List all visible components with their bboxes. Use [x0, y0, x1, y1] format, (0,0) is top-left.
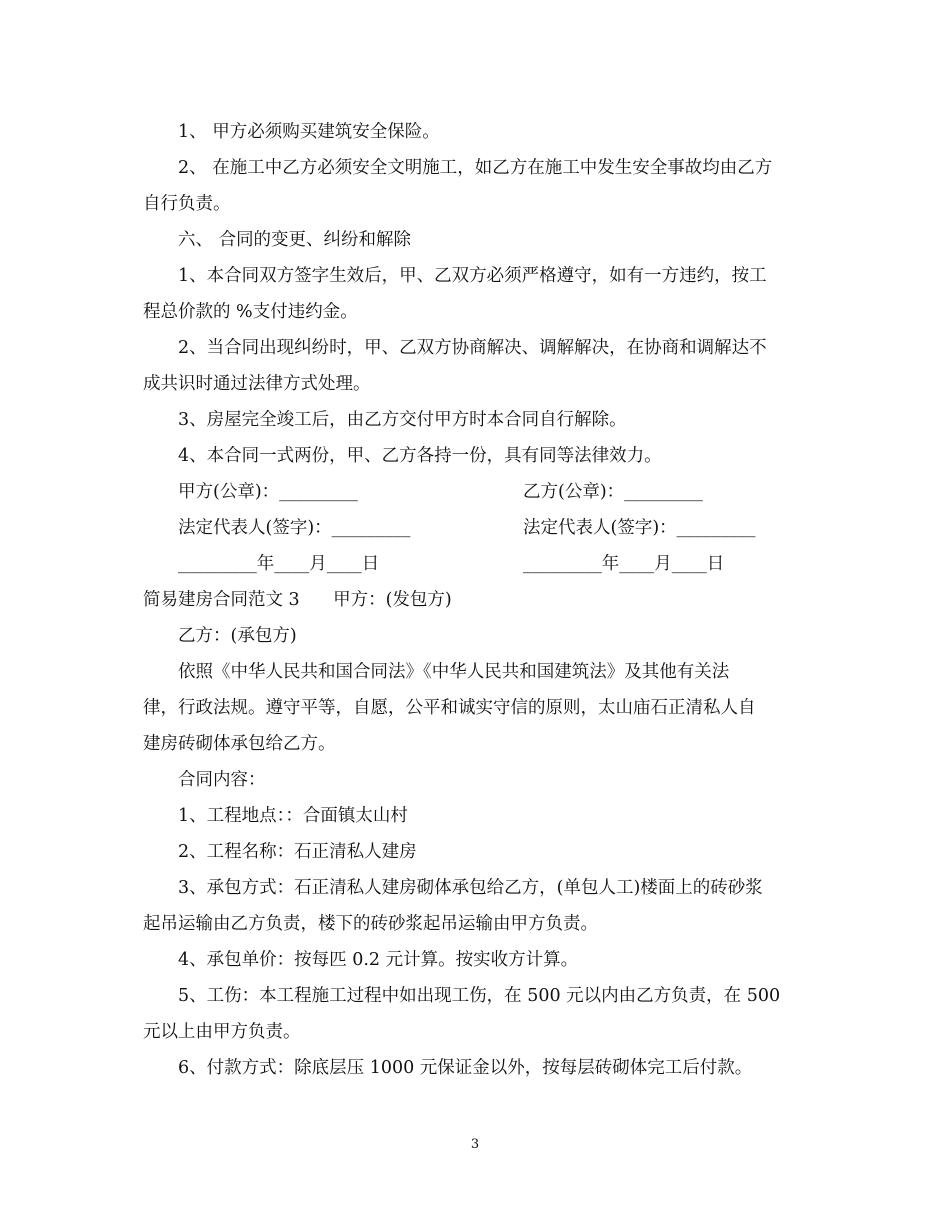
paragraph-line: 1、本合同双方签字生效后，甲、乙双方必须严格遵守，如有一方违约，按工	[178, 266, 767, 286]
document-title-line: 简易建房合同范文 3 甲方：(发包方)	[143, 590, 452, 610]
paragraph-line: 依照《中华人民共和国合同法》《中华人民共和国建筑法》及其他有关法	[178, 662, 730, 682]
paragraph-line: 2、当合同出现纠纷时，甲、乙双方协商解决、调解解决，在协商和调解达不	[178, 338, 767, 358]
paragraph-line: 2、工程名称：石正清私人建房	[178, 842, 417, 862]
paragraph-line: 建房砖砌体承包给乙方。	[143, 734, 336, 754]
paragraph-line: 1、 甲方必须购买建筑安全保险。	[178, 122, 440, 142]
paragraph-line: 3、承包方式：石正清私人建房砌体承包给乙方，(单包人工)楼面上的砖砂浆	[178, 878, 763, 898]
party-b-seal: 乙方(公章)：_________	[523, 482, 703, 502]
page-number: 3	[470, 1137, 480, 1152]
party-a-seal: 甲方(公章)：_________	[178, 482, 358, 502]
party-b-representative: 法定代表人(签字)：_________	[523, 518, 756, 538]
paragraph-line: 元以上由甲方负责。	[143, 1022, 301, 1042]
paragraph-line: 律，行政法规。遵守平等，自愿，公平和诚实守信的原则，太山庙石正清私人自	[143, 698, 756, 718]
signature-row-seal	[143, 474, 808, 510]
signature-row-date	[143, 546, 808, 582]
paragraph-line: 5、工伤：本工程施工过程中如出现工伤，在 500 元以内由乙方负责，在 500	[178, 986, 781, 1006]
paragraph-line: 自行负责。	[143, 194, 231, 214]
party-a-representative: 法定代表人(签字)：_________	[178, 518, 411, 538]
paragraph-line: 成共识时通过法律方式处理。	[143, 374, 371, 394]
party-a-date: _________年____月____日	[178, 554, 380, 574]
document-body	[143, 114, 808, 1086]
section-heading: 合同内容：	[178, 770, 266, 790]
paragraph-line: 4、承包单价：按每匹 0.2 元计算。按实收方计算。	[178, 950, 579, 970]
paragraph-line: 4、本合同一式两份，甲、乙方各持一份，具有同等法律效力。	[178, 446, 662, 466]
signature-row-representative	[143, 510, 808, 546]
section-heading: 六、 合同的变更、纠纷和解除	[178, 230, 412, 250]
paragraph-line: 1、工程地点：：合面镇太山村	[178, 806, 408, 826]
party-b-date: _________年____月____日	[523, 554, 725, 574]
paragraph-line: 起吊运输由乙方负责，楼下的砖砂浆起吊运输由甲方负责。	[143, 914, 598, 934]
paragraph-line: 3、房屋完全竣工后，由乙方交付甲方时本合同自行解除。	[178, 410, 627, 430]
paragraph-line: 6、付款方式：除底层压 1000 元保证金以外，按每层砖砌体完工后付款。	[178, 1058, 753, 1078]
paragraph-line: 乙方：(承包方)	[178, 626, 297, 646]
paragraph-line: 程总价款的 %支付违约金。	[143, 302, 358, 322]
paragraph-line: 2、 在施工中乙方必须安全文明施工，如乙方在施工中发生安全事故均由乙方	[178, 158, 773, 178]
